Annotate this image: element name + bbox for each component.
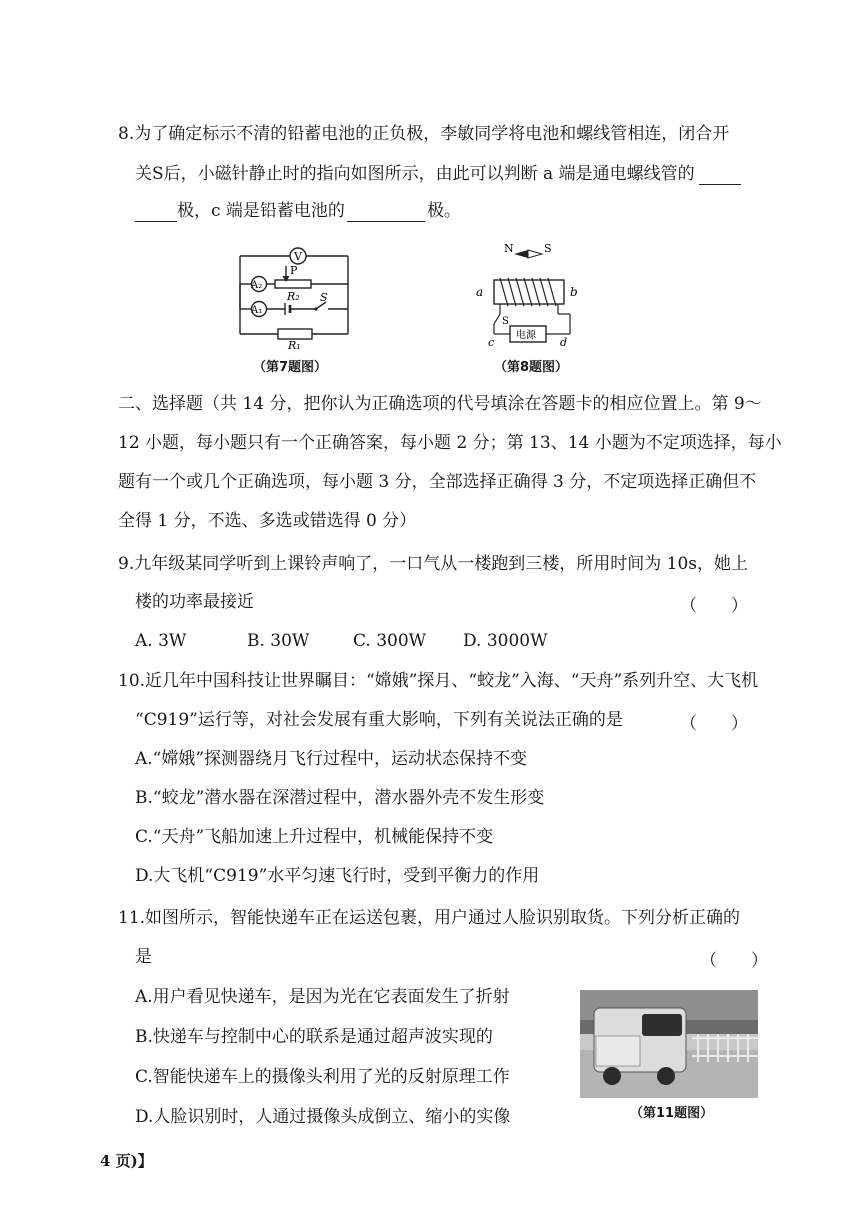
fig8-label-switch: S: [502, 316, 509, 327]
q11-option-b: B.快递车与控制中心的联系是通过超声波实现的: [135, 1027, 493, 1047]
q9-option-b: B. 30W: [247, 631, 310, 651]
fig7-label-r2: R₂: [287, 290, 300, 303]
q10-option-d: D.大飞机“C919”水平匀速飞行时，受到平衡力的作用: [135, 866, 540, 886]
fig7-circuit-diagram: [230, 238, 360, 350]
q11-option-c: C.智能快递车上的摄像头利用了光的反射原理工作: [135, 1067, 510, 1087]
q9-options: [135, 630, 548, 652]
fig8-label-c: c: [488, 336, 495, 349]
q11-option-a: A.用户看见快递车，是因为光在它表面发生了折射: [135, 987, 510, 1007]
fig8-solenoid-diagram: [470, 238, 580, 350]
q8-blank-1a: [699, 166, 741, 185]
section2-line-1: 二、选择题（共 14 分，把你认为正确选项的代号填涂在答题卡的相应位置上。第 9～: [118, 394, 762, 414]
q9-answer-paren: （ ）: [680, 596, 748, 616]
q8-blank-1b: [135, 203, 177, 222]
section2-line-2: 12 小题，每小题只有一个正确答案，每小题 2 分；第 13、14 小题为不定项选择，每小: [118, 433, 782, 453]
q10-answer-paren: （ ）: [680, 714, 748, 734]
fig11-caption: （第11题图）: [630, 1106, 714, 1121]
page-footer: 4 页)】: [100, 1152, 153, 1170]
fig11-delivery-vehicle-photo: [580, 990, 758, 1098]
q10-option-c: C.“天舟”飞船加速上升过程中，机械能保持不变: [135, 827, 494, 847]
q9-option-d: D. 3000W: [463, 631, 548, 651]
q10-option-a: A.“嫦娥”探测器绕月飞行过程中，运动状态保持不变: [135, 749, 528, 769]
wheel-icon: [603, 1067, 621, 1085]
q8-line-2-text: 关S后，小磁针静止时的指向如图所示，由此可以判断 a 端是通电螺线管的: [135, 164, 695, 184]
fig8-label-a: a: [476, 285, 484, 299]
vehicle-screen-icon: [642, 1014, 682, 1036]
q8-line-3: [135, 200, 461, 222]
fig8-label-d: d: [560, 336, 568, 349]
compass-needle-north-icon: [514, 250, 528, 258]
wheel-icon: [657, 1067, 675, 1085]
fig8-label-b: b: [570, 285, 578, 299]
q8-line-3a: 极，c 端是铅蓄电池的: [177, 201, 345, 221]
q8-line-2: [135, 163, 741, 185]
q11-line-1: 11.如图所示，智能快递车正在运送包裹，用户通过人脸识别取货。下列分析正确的: [118, 908, 741, 928]
q10-line-2: “C919”运行等，对社会发展有重大影响，下列有关说法正确的是: [135, 710, 623, 730]
q9-option-c: C. 300W: [353, 631, 427, 651]
q11-option-d: D.人脸识别时，人通过摄像头成倒立、缩小的实像: [135, 1107, 511, 1127]
q9-option-a: A. 3W: [135, 631, 187, 651]
section2-line-3: 题有一个或几个正确选项，每小题 3 分，全部选择正确得 3 分，不定项选择正确但不: [118, 472, 757, 492]
q11-answer-paren: （ ）: [700, 951, 768, 971]
fig8-label-s-pole: S: [544, 242, 552, 255]
fig7-label-a1: A₁: [251, 305, 263, 316]
fig8-label-n: N: [504, 242, 514, 255]
q8-blank-2: [347, 203, 425, 222]
fig7-label-r1: R₁: [288, 339, 301, 350]
fig7-label-a2: A₂: [251, 280, 263, 291]
q11-line-2: 是: [135, 947, 152, 967]
fig8-label-source: 电源: [516, 330, 536, 341]
fig7-label-v: V: [294, 250, 302, 263]
fig7-caption: （第7题图）: [253, 360, 328, 375]
fig7-label-s: S: [320, 291, 328, 304]
fig8-caption: （第8题图）: [494, 360, 569, 375]
q8-line-3b: 极。: [426, 201, 461, 221]
q9-line-1: 9.九年级某同学听到上课铃声响了，一口气从一楼跑到三楼，所用时间为 10s，她上: [118, 554, 748, 574]
fig7-label-p: P: [290, 264, 298, 277]
section2-line-4: 全得 1 分，不选、多选或错选得 0 分）: [118, 511, 417, 531]
q10-option-b: B.“蛟龙”潜水器在深潜过程中，潜水器外壳不发生形变: [135, 788, 545, 808]
q9-line-2: 楼的功率最接近: [135, 592, 254, 612]
q8-line-1: 8.为了确定标示不清的铅蓄电池的正负极，李敏同学将电池和螺线管相连，闭合开: [118, 124, 730, 144]
q10-line-1: 10.近几年中国科技让世界瞩目：“嫦娥”探月、“蛟龙”入海、“天舟”系列升空、大飞机: [118, 671, 759, 691]
